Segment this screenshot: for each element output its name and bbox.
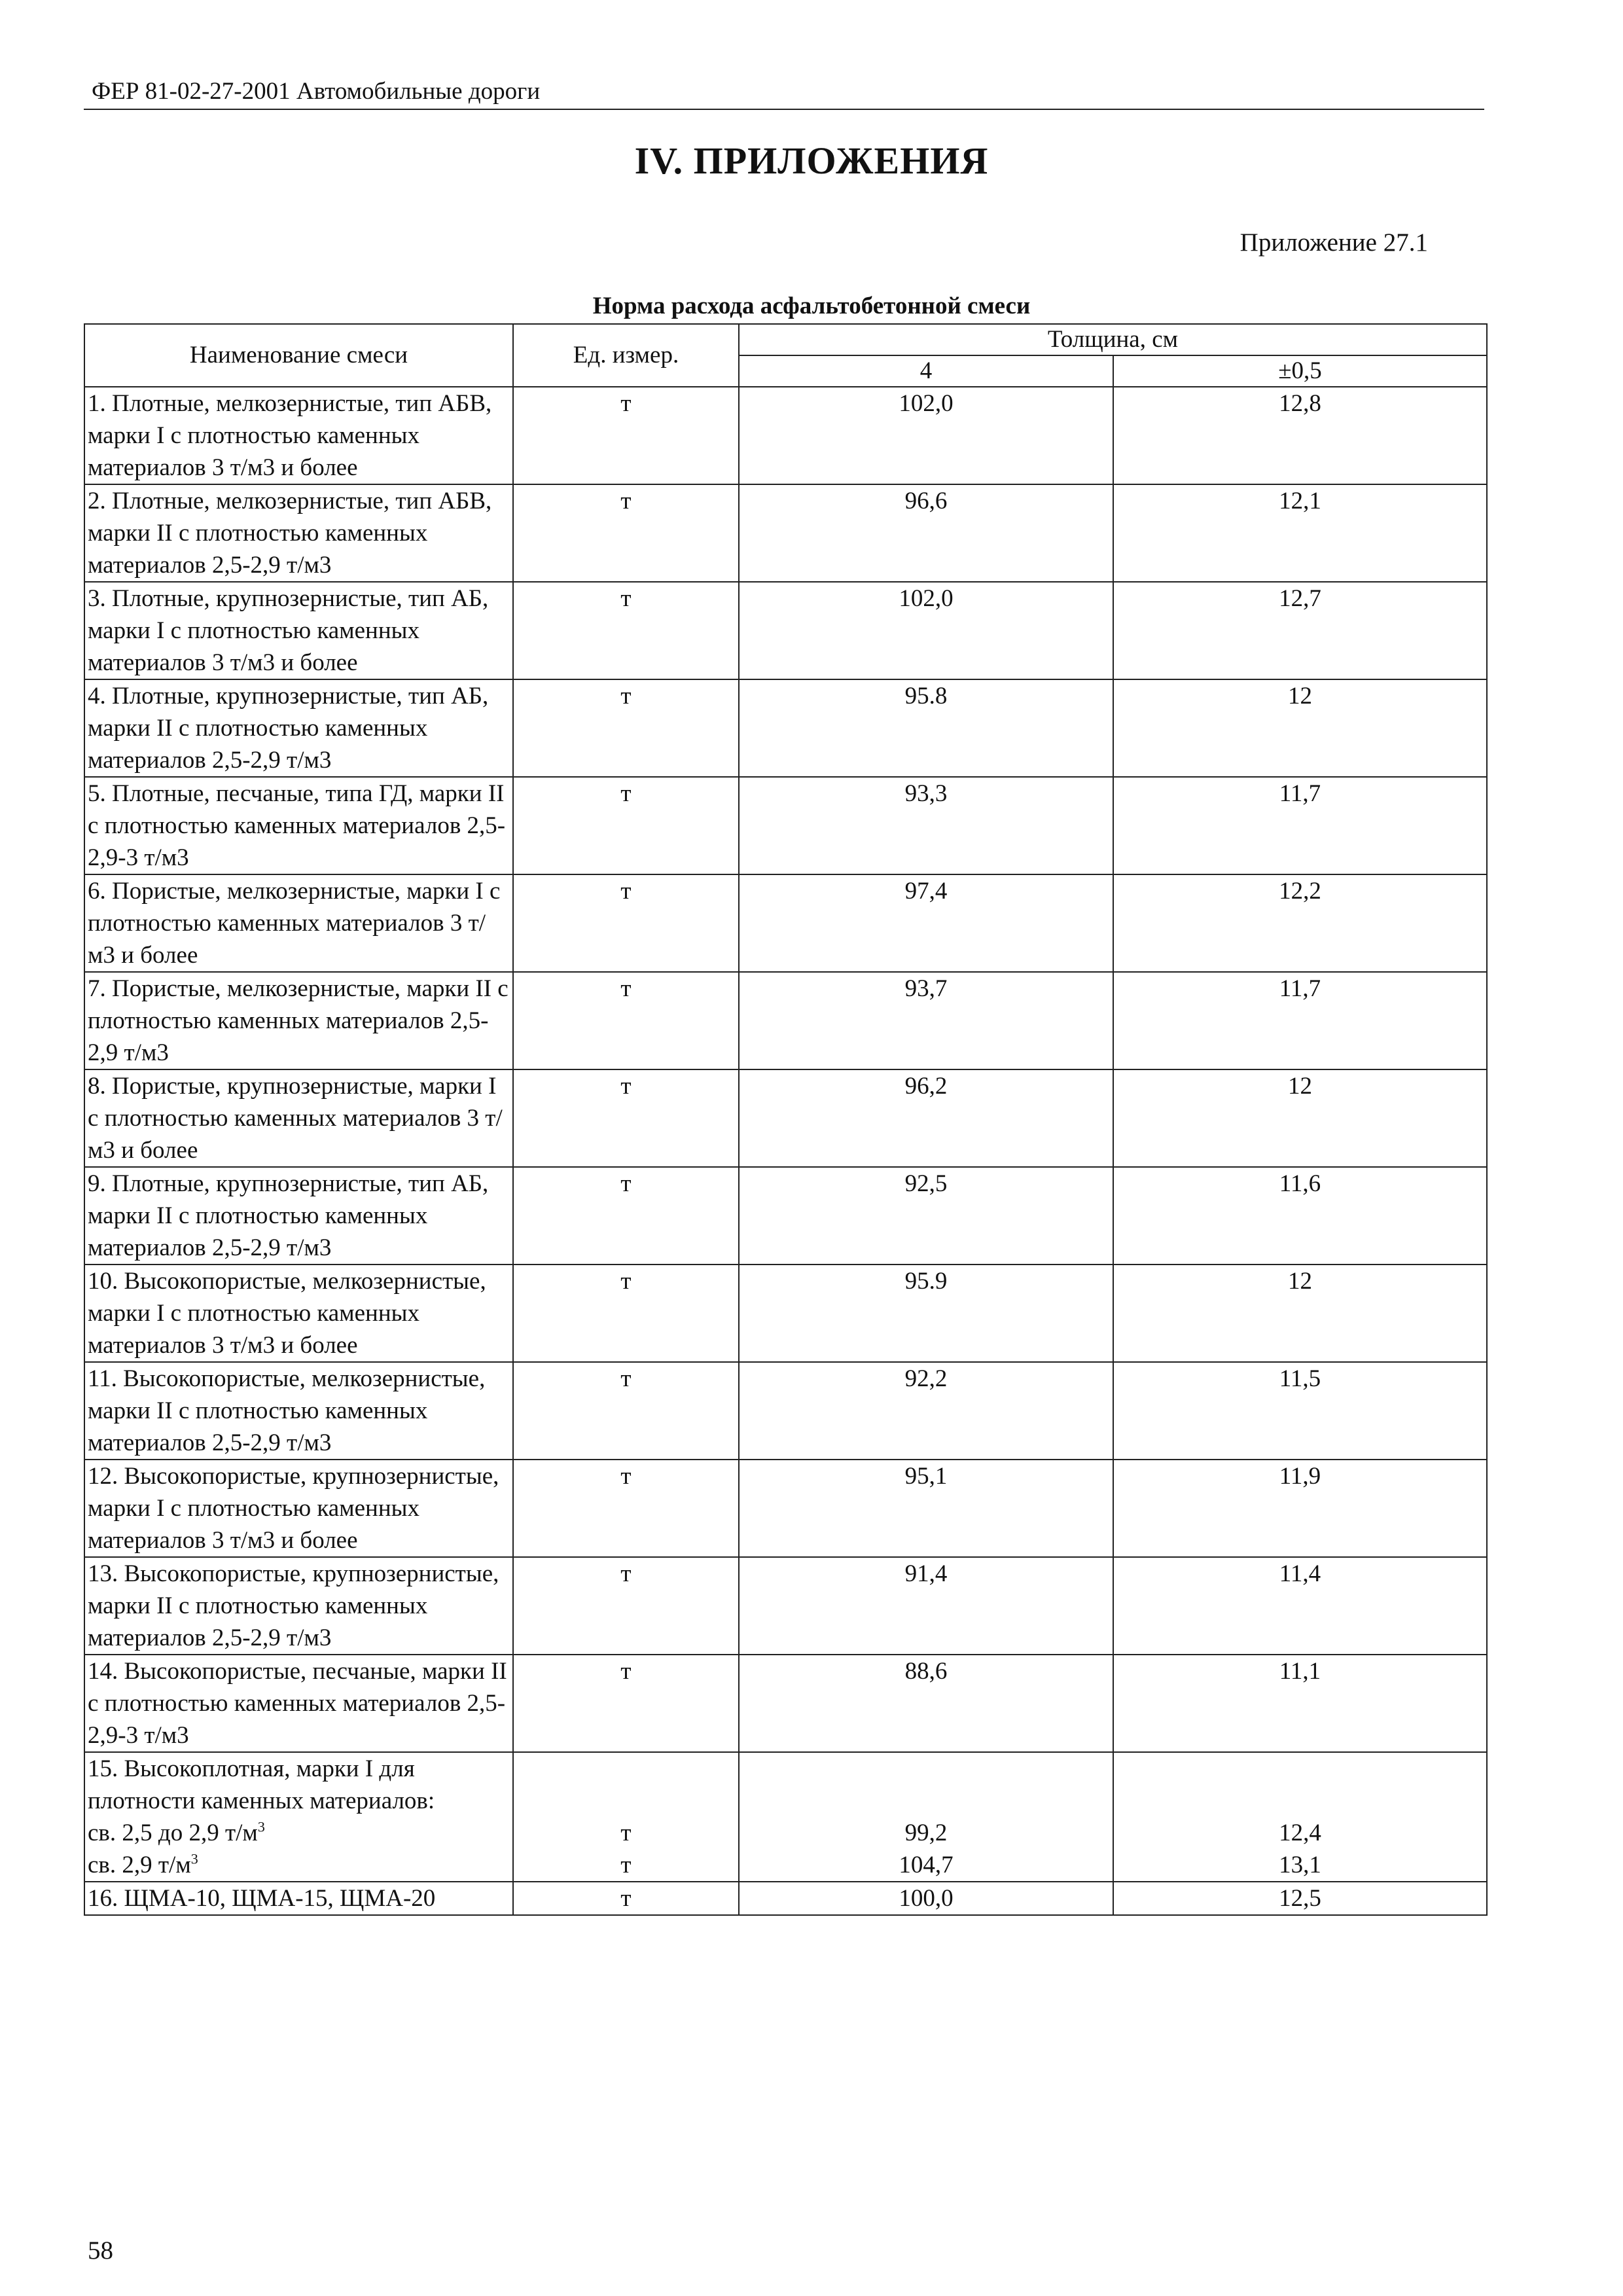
row-unit (513, 1752, 739, 1882)
row15-sub1-value-delta: 12,4 (1279, 1820, 1321, 1846)
row-name: 16. ЩМА-10, ЩМА-15, ЩМА-20 (84, 1882, 513, 1915)
row-value-delta: 12,1 (1113, 484, 1487, 582)
table-row (84, 972, 1487, 1069)
row15-sub2-unit: т (620, 1852, 632, 1878)
row15-sub2-value-4cm: 104,7 (899, 1852, 954, 1878)
row-value-4cm: 100,0 (739, 1882, 1113, 1915)
row-value-delta: 12,7 (1113, 582, 1487, 679)
row-value-4cm: 93,3 (739, 777, 1113, 874)
row-value-delta: 12 (1113, 679, 1487, 777)
row-value-4cm: 102,0 (739, 387, 1113, 484)
row-name: 5. Плотные, песчаные, типа ГД, марки II с плотностью каменных материалов 2,5-2,9-3 т/м3 (84, 777, 513, 874)
norm-table (84, 323, 1488, 1916)
row-name: 8. Пористые, крупнозернистые, марки I с плотностью каменных материалов 3 т/м3 и более (84, 1069, 513, 1167)
row-unit: т (513, 387, 739, 484)
row-name: 4. Плотные, крупнозернистые, тип АБ, марки II с плотностью каменных материалов 2,5-2,9 т/м3 (84, 679, 513, 777)
col-header-name: Наименование смеси (84, 324, 513, 387)
row15-sub2-value-delta: 13,1 (1279, 1852, 1321, 1878)
row-name: 14. Высокопористые, песчаные, марки II с плотностью каменных материалов 2,5-2,9-3 т/м3 (84, 1655, 513, 1752)
header-rule (84, 109, 1484, 110)
row-value-delta: 12,8 (1113, 387, 1487, 484)
col-header-thickness: Толщина, см (739, 324, 1487, 355)
row15-sub1-value-4cm: 99,2 (904, 1820, 948, 1846)
row-unit: т (513, 1362, 739, 1460)
table-row (84, 1557, 1487, 1655)
appendix-label: Приложение 27.1 (1240, 228, 1428, 257)
row-name: 1. Плотные, мелкозернистые, тип АБВ, марки I с плотностью каменных материалов 3 т/м3 и более (84, 387, 513, 484)
row-value-delta: 11,9 (1113, 1460, 1487, 1557)
row-value-4cm: 95.8 (739, 679, 1113, 777)
row-unit: т (513, 1265, 739, 1362)
row-value-4cm: 97,4 (739, 874, 1113, 972)
row-value-delta: 12,5 (1113, 1882, 1487, 1915)
row-unit: т (513, 1069, 739, 1167)
table-row (84, 484, 1487, 582)
table-row-15 (84, 1752, 1487, 1882)
row-value-4cm: 93,7 (739, 972, 1113, 1069)
table-header-row (84, 324, 1487, 355)
row-name: 10. Высокопористые, мелкозернистые, марки I с плотностью каменных материалов 3 т/м3 и более (84, 1265, 513, 1362)
row-value-4cm: 95,1 (739, 1460, 1113, 1557)
section-title: IV. ПРИЛОЖЕНИЯ (634, 139, 989, 182)
row-unit: т (513, 582, 739, 679)
row-value-delta: 12 (1113, 1265, 1487, 1362)
row-value-4cm: 92,5 (739, 1167, 1113, 1265)
table-row (84, 874, 1487, 972)
col-header-thickness-4: 4 (739, 355, 1113, 387)
row-value-delta: 11,1 (1113, 1655, 1487, 1752)
row-value-delta: 11,5 (1113, 1362, 1487, 1460)
superscript: 3 (257, 1818, 265, 1835)
superscript: 3 (190, 1850, 198, 1867)
row-value-delta: 11,4 (1113, 1557, 1487, 1655)
row-value-4cm: 96,6 (739, 484, 1113, 582)
row-value-4cm: 92,2 (739, 1362, 1113, 1460)
row-value-4cm: 102,0 (739, 582, 1113, 679)
row-value-4cm: 88,6 (739, 1655, 1113, 1752)
table-row (84, 679, 1487, 777)
row-unit: т (513, 1557, 739, 1655)
row-unit: т (513, 1882, 739, 1915)
row-name: 2. Плотные, мелкозернистые, тип АБВ, марки II с плотностью каменных материалов 2,5-2,9 т/м3 (84, 484, 513, 582)
table-row (84, 1460, 1487, 1557)
row-value-4cm (739, 1752, 1113, 1882)
row15-heading: 15. Высокоплотная, марки I для плотности каменных материалов: (88, 1755, 435, 1814)
table-row (84, 1362, 1487, 1460)
table-caption: Норма расхода асфальтобетонной смеси (592, 293, 1031, 319)
row-value-delta: 12,2 (1113, 874, 1487, 972)
table-row (84, 582, 1487, 679)
row-unit: т (513, 1167, 739, 1265)
running-header: ФЕР 81-02-27-2001 Автомобильные дороги (92, 78, 541, 105)
page-number: 58 (88, 2236, 113, 2265)
row-value-delta (1113, 1752, 1487, 1882)
row-value-delta: 11,7 (1113, 972, 1487, 1069)
table-row (84, 1167, 1487, 1265)
table-row (84, 1655, 1487, 1752)
table-row (84, 777, 1487, 874)
row-value-delta: 11,7 (1113, 777, 1487, 874)
row-unit: т (513, 484, 739, 582)
col-header-unit: Ед. измер. (513, 324, 739, 387)
row-value-4cm: 95.9 (739, 1265, 1113, 1362)
row15-sub1-label: св. 2,5 до 2,9 $т/м^3$ (88, 1818, 265, 1846)
row-unit: т (513, 874, 739, 972)
table-row (84, 387, 1487, 484)
row-unit: т (513, 777, 739, 874)
row-value-delta: 11,6 (1113, 1167, 1487, 1265)
row-name: 3. Плотные, крупнозернистые, тип АБ, марки I с плотностью каменных материалов 3 т/м3 и более (84, 582, 513, 679)
row-unit: т (513, 1460, 739, 1557)
row-value-delta: 12 (1113, 1069, 1487, 1167)
row-name: 6. Пористые, мелкозернистые, марки I с плотностью каменных материалов 3 т/м3 и более (84, 874, 513, 972)
row-name: 13. Высокопористые, крупнозернистые, марки II с плотностью каменных материалов 2,5-2,9 т/м3 (84, 1557, 513, 1655)
row-name: 7. Пористые, мелкозернистые, марки II с плотностью каменных материалов 2,5-2,9 т/м3 (84, 972, 513, 1069)
row15-sub1-unit: т (620, 1820, 632, 1846)
row-name: 11. Высокопористые, мелкозернистые, марки II с плотностью каменных материалов 2,5-2,9 т/м3 (84, 1362, 513, 1460)
row-unit: т (513, 1655, 739, 1752)
row-name (84, 1752, 513, 1882)
table-row (84, 1265, 1487, 1362)
row-value-4cm: 96,2 (739, 1069, 1113, 1167)
row-unit: т (513, 972, 739, 1069)
row-name: 12. Высокопористые, крупнозернистые, марки I с плотностью каменных материалов 3 т/м3 и более (84, 1460, 513, 1557)
row-value-4cm: 91,4 (739, 1557, 1113, 1655)
row-name: 9. Плотные, крупнозернистые, тип АБ, марки II с плотностью каменных материалов 2,5-2,9 т/м3 (84, 1167, 513, 1265)
col-header-thickness-delta: ±0,5 (1113, 355, 1487, 387)
row-unit: т (513, 679, 739, 777)
row15-sub2-label: св. 2,9 $т/м^3$ (88, 1850, 198, 1878)
table-row-16 (84, 1882, 1487, 1915)
table-row (84, 1069, 1487, 1167)
